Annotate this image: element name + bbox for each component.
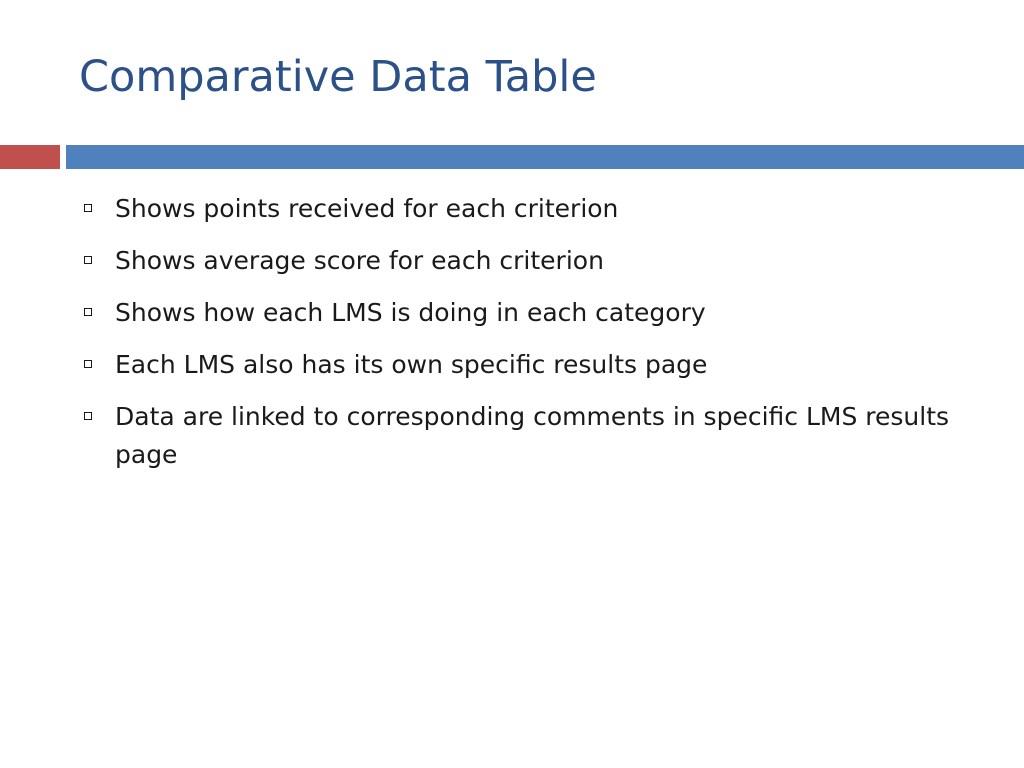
title-accent-bar-blue — [66, 145, 1024, 169]
bullet-item — [80, 242, 960, 280]
bullet-text: Each LMS also has its own specific results page — [115, 350, 708, 379]
bullet-list — [80, 190, 960, 488]
bullet-item — [80, 294, 960, 332]
bullet-text: Shows average score for each criterion — [115, 246, 604, 275]
hollow-square-bullet-icon — [84, 256, 92, 264]
bullet-text: Data are linked to corresponding comments in specific LMS results page — [115, 402, 950, 469]
bullet-text: Shows points received for each criterion — [115, 194, 619, 223]
bullet-text: Shows how each LMS is doing in each category — [115, 298, 706, 327]
bullet-item — [80, 190, 960, 228]
bullet-item — [80, 346, 960, 384]
hollow-square-bullet-icon — [84, 360, 92, 368]
hollow-square-bullet-icon — [84, 412, 92, 420]
title-accent-bar-red — [0, 145, 60, 169]
slide-title: Comparative Data Table — [79, 52, 597, 102]
hollow-square-bullet-icon — [84, 204, 92, 212]
hollow-square-bullet-icon — [84, 308, 92, 316]
bullet-item — [80, 398, 960, 474]
